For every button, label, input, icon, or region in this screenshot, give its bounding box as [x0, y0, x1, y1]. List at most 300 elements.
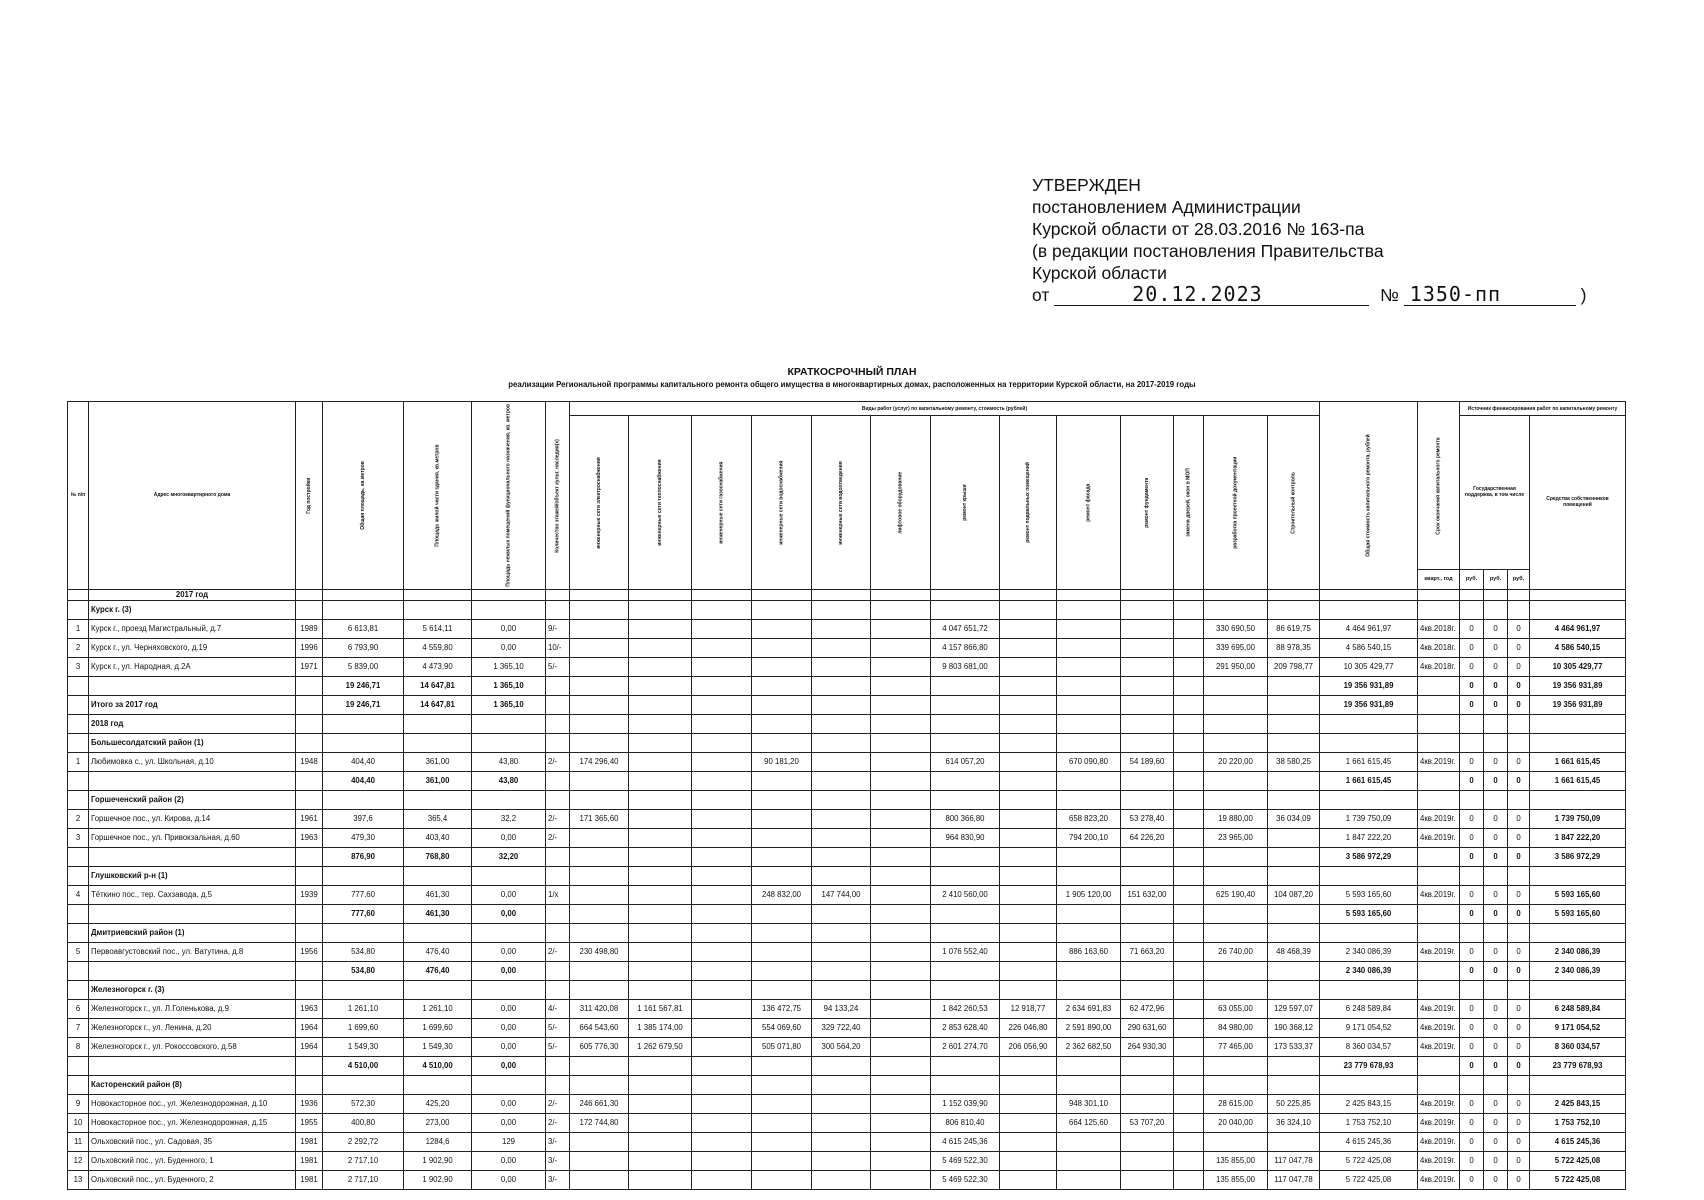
row-work-cost: 248 832,00 — [752, 885, 812, 904]
subtotal-fund: 0 — [1460, 961, 1484, 980]
table-cell — [570, 1075, 629, 1094]
table-cell — [546, 676, 570, 695]
row-fund: 0 — [1460, 752, 1484, 771]
row-work-cost — [629, 638, 692, 657]
subtotal-row — [68, 847, 1626, 866]
table-cell — [871, 733, 931, 752]
row-work-cost — [570, 1170, 629, 1189]
table-cell — [1121, 589, 1174, 600]
date-underline — [1054, 282, 1369, 306]
row-work-cost — [752, 638, 812, 657]
row-work-cost — [570, 657, 629, 676]
table-cell — [931, 733, 1000, 752]
row-living-area: 1284,6 — [404, 1132, 472, 1151]
table-row — [68, 1151, 1626, 1170]
row-deadline: 4кв.2019г. — [1418, 1170, 1460, 1189]
number-underline — [1404, 282, 1576, 306]
subtotal-row — [68, 695, 1626, 714]
table-cell — [1000, 589, 1057, 600]
row-living-area: 1 261,10 — [404, 999, 472, 1018]
table-cell — [1057, 771, 1121, 790]
table-cell — [1057, 1056, 1121, 1075]
table-cell — [1204, 733, 1268, 752]
table-cell — [629, 790, 692, 809]
row-fund: 0 — [1460, 1094, 1484, 1113]
table-cell — [1057, 714, 1121, 733]
row-work-cost — [1000, 885, 1057, 904]
table-cell — [68, 866, 89, 885]
table-cell — [1418, 733, 1460, 752]
table-cell — [296, 980, 323, 999]
row-work-cost — [752, 1132, 812, 1151]
row-living-area: 476,40 — [404, 942, 472, 961]
row-work-cost — [871, 1094, 931, 1113]
row-nonliving-area: 0,00 — [472, 1037, 546, 1056]
row-floors: 3/- — [546, 1151, 570, 1170]
row-work-cost — [871, 999, 931, 1018]
table-cell — [752, 600, 812, 619]
table-cell — [546, 866, 570, 885]
subtotal-regional: 0 — [1484, 847, 1508, 866]
row-fund: 0 — [1460, 1132, 1484, 1151]
row-deadline: 4кв.2018г. — [1418, 657, 1460, 676]
table-cell — [1268, 714, 1320, 733]
row-total-cost: 1 661 615,45 — [1320, 752, 1418, 771]
approval-line-5: Курской области — [1032, 263, 1167, 283]
row-living-area: 1 699,60 — [404, 1018, 472, 1037]
table-cell — [1174, 695, 1204, 714]
row-work-cost — [812, 1094, 871, 1113]
row-floors: 1/x — [546, 885, 570, 904]
row-floors: 4/- — [546, 999, 570, 1018]
table-cell — [323, 790, 404, 809]
subtotal-regional: 0 — [1484, 676, 1508, 695]
subtotal-total-area: 876,90 — [323, 847, 404, 866]
row-year-built: 1963 — [296, 999, 323, 1018]
row-work-cost: 5 469 522,30 — [931, 1170, 1000, 1189]
section-row — [68, 923, 1626, 942]
row-work-cost — [1174, 1170, 1204, 1189]
row-work-cost: 1 262 679,50 — [629, 1037, 692, 1056]
row-work-cost: 38 580,25 — [1268, 752, 1320, 771]
row-work-cost: 104 087,20 — [1268, 885, 1320, 904]
unit-fund: руб. — [1460, 569, 1484, 589]
row-work-cost — [570, 885, 629, 904]
row-work-cost — [1268, 828, 1320, 847]
table-cell — [1418, 790, 1460, 809]
row-work-cost: 206 056,90 — [1000, 1037, 1057, 1056]
table-row — [68, 752, 1626, 771]
table-row — [68, 1132, 1626, 1151]
row-fund: 0 — [1460, 942, 1484, 961]
table-cell — [1204, 866, 1268, 885]
row-fund: 0 — [1460, 657, 1484, 676]
subtotal-row — [68, 904, 1626, 923]
row-number: 4 — [68, 885, 89, 904]
table-cell — [752, 961, 812, 980]
row-total-area: 397,6 — [323, 809, 404, 828]
row-deadline: 4кв.2018г. — [1418, 638, 1460, 657]
row-floors: 5/- — [546, 1018, 570, 1037]
table-cell — [1000, 676, 1057, 695]
row-work-cost: 50 225,85 — [1268, 1094, 1320, 1113]
row-work-cost: 64 226,20 — [1121, 828, 1174, 847]
table-cell — [629, 1056, 692, 1075]
row-year-built: 1936 — [296, 1094, 323, 1113]
table-cell — [472, 600, 546, 619]
subtotal-row — [68, 961, 1626, 980]
row-fund: 0 — [1460, 1170, 1484, 1189]
table-cell — [570, 714, 629, 733]
table-cell — [570, 847, 629, 866]
row-total-area: 404,40 — [323, 752, 404, 771]
row-living-area: 403,40 — [404, 828, 472, 847]
row-deadline: 4кв.2019г. — [1418, 828, 1460, 847]
subtotal-regional: 0 — [1484, 904, 1508, 923]
row-work-cost: 290 631,60 — [1121, 1018, 1174, 1037]
table-cell — [752, 980, 812, 999]
row-address: Горшечное пос., ул. Кирова, д.14 — [89, 809, 296, 828]
table-cell — [1057, 1075, 1121, 1094]
table-cell — [296, 866, 323, 885]
table-cell — [871, 904, 931, 923]
row-work-cost: 230 498,80 — [570, 942, 629, 961]
table-row — [68, 885, 1626, 904]
row-work-cost — [812, 809, 871, 828]
row-address: Новокасторное пос., ул. Железнодорожная, д.15 — [89, 1113, 296, 1132]
table-cell — [871, 847, 931, 866]
row-work-cost — [1174, 1151, 1204, 1170]
table-cell — [1484, 600, 1508, 619]
table-cell — [629, 676, 692, 695]
row-address: Ольховский пос., ул. Буденного, 1 — [89, 1151, 296, 1170]
row-work-cost — [692, 1151, 752, 1170]
table-cell — [1000, 790, 1057, 809]
table-cell — [692, 714, 752, 733]
table-cell — [1204, 847, 1268, 866]
table-cell — [931, 771, 1000, 790]
table-cell — [68, 589, 89, 600]
table-cell — [812, 980, 871, 999]
col-work-heating: инженерные сети теплоснабжения — [629, 416, 692, 590]
subtotal-label — [89, 961, 296, 980]
table-cell — [1174, 1056, 1204, 1075]
row-work-cost — [1174, 809, 1204, 828]
table-cell — [1268, 866, 1320, 885]
row-number: 11 — [68, 1132, 89, 1151]
row-work-cost — [1121, 657, 1174, 676]
table-row — [68, 1113, 1626, 1132]
table-cell — [296, 695, 323, 714]
row-work-cost: 2 591 890,00 — [1057, 1018, 1121, 1037]
subtotal-label — [89, 847, 296, 866]
table-cell — [931, 790, 1000, 809]
row-municipal: 0 — [1508, 638, 1530, 657]
table-cell — [931, 847, 1000, 866]
table-cell — [472, 733, 546, 752]
row-floors: 3/- — [546, 1170, 570, 1189]
row-work-cost — [1057, 619, 1121, 638]
row-living-area: 425,20 — [404, 1094, 472, 1113]
table-cell — [1121, 600, 1174, 619]
subtotal-row — [68, 1056, 1626, 1075]
subtotal-fund: 0 — [1460, 847, 1484, 866]
row-owners: 2 340 086,39 — [1530, 942, 1626, 961]
row-work-cost — [1000, 752, 1057, 771]
row-total-area: 2 717,10 — [323, 1170, 404, 1189]
table-cell — [1057, 600, 1121, 619]
row-owners: 5 722 425,08 — [1530, 1151, 1626, 1170]
table-cell — [68, 676, 89, 695]
table-cell — [1418, 676, 1460, 695]
row-municipal: 0 — [1508, 999, 1530, 1018]
table-cell — [1418, 866, 1460, 885]
row-deadline: 4кв.2019г. — [1418, 942, 1460, 961]
table-row — [68, 619, 1626, 638]
approval-line-1: УТВЕРЖДЕН — [1032, 175, 1141, 195]
table-cell — [1508, 600, 1530, 619]
row-work-cost — [629, 657, 692, 676]
table-cell — [68, 771, 89, 790]
row-municipal: 0 — [1508, 1113, 1530, 1132]
subtotal-nonliving-area: 43,80 — [472, 771, 546, 790]
table-cell — [1320, 733, 1418, 752]
table-cell — [1418, 600, 1460, 619]
table-cell — [1484, 923, 1508, 942]
row-work-cost: 23 965,00 — [1204, 828, 1268, 847]
table-cell — [1174, 771, 1204, 790]
row-work-cost: 147 744,00 — [812, 885, 871, 904]
table-cell — [68, 980, 89, 999]
subtotal-living-area: 14 647,81 — [404, 695, 472, 714]
table-cell — [1000, 980, 1057, 999]
row-work-cost: 329 722,40 — [812, 1018, 871, 1037]
row-work-cost: 505 071,80 — [752, 1037, 812, 1056]
row-work-cost — [692, 638, 752, 657]
row-work-cost — [812, 619, 871, 638]
table-cell — [1530, 600, 1626, 619]
row-address: Тёткино пос., тер. Сахзавода, д.5 — [89, 885, 296, 904]
row-regional: 0 — [1484, 1037, 1508, 1056]
row-work-cost — [1000, 809, 1057, 828]
col-work-electric: инженерные сети электроснабжения — [570, 416, 629, 590]
row-nonliving-area: 0,00 — [472, 638, 546, 657]
table-cell — [812, 866, 871, 885]
table-cell — [1121, 847, 1174, 866]
table-cell — [931, 589, 1000, 600]
row-regional: 0 — [1484, 885, 1508, 904]
row-nonliving-area: 0,00 — [472, 1113, 546, 1132]
row-total-area: 2 292,72 — [323, 1132, 404, 1151]
row-owners: 8 360 034,57 — [1530, 1037, 1626, 1056]
table-cell — [1174, 847, 1204, 866]
row-fund: 0 — [1460, 828, 1484, 847]
col-work-doors-windows: замена дверей, окон в МОП — [1174, 416, 1204, 590]
subtotal-fund: 0 — [1460, 904, 1484, 923]
unit-quarter-year: кварт., год — [1418, 569, 1460, 589]
section-label: Железногорск г. (3) — [89, 980, 296, 999]
row-work-cost — [1174, 1018, 1204, 1037]
table-cell — [570, 904, 629, 923]
row-nonliving-area: 0,00 — [472, 1094, 546, 1113]
table-cell — [1484, 980, 1508, 999]
table-cell — [472, 790, 546, 809]
document-title: КРАТКОСРОЧНЫЙ ПЛАН — [787, 366, 917, 378]
row-floors: 2/- — [546, 809, 570, 828]
from-label: от — [1032, 285, 1050, 305]
row-work-cost — [812, 1151, 871, 1170]
row-year-built: 1956 — [296, 942, 323, 961]
row-total-area: 6 613,81 — [323, 619, 404, 638]
row-floors: 10/- — [546, 638, 570, 657]
table-cell — [570, 695, 629, 714]
table-row — [68, 809, 1626, 828]
table-cell — [931, 600, 1000, 619]
table-cell — [1530, 589, 1626, 600]
row-work-cost: 246 661,30 — [570, 1094, 629, 1113]
row-deadline: 4кв.2019г. — [1418, 752, 1460, 771]
col-work-water: инженерные сети водоснабжения — [752, 416, 812, 590]
table-cell — [1460, 790, 1484, 809]
table-cell — [296, 733, 323, 752]
row-work-cost: 174 296,40 — [570, 752, 629, 771]
row-municipal: 0 — [1508, 828, 1530, 847]
table-cell — [1320, 923, 1418, 942]
row-living-area: 1 549,30 — [404, 1037, 472, 1056]
table-cell — [296, 923, 323, 942]
row-regional: 0 — [1484, 999, 1508, 1018]
row-work-cost — [1174, 752, 1204, 771]
subtotal-municipal: 0 — [1508, 904, 1530, 923]
table-cell — [812, 1056, 871, 1075]
table-cell — [546, 923, 570, 942]
subtotal-municipal: 0 — [1508, 1056, 1530, 1075]
table-cell — [68, 695, 89, 714]
table-cell — [1000, 1056, 1057, 1075]
row-number: 7 — [68, 1018, 89, 1037]
row-year-built: 1981 — [296, 1132, 323, 1151]
table-cell — [1057, 904, 1121, 923]
table-cell — [1418, 589, 1460, 600]
row-deadline: 4кв.2019г. — [1418, 999, 1460, 1018]
table-cell — [323, 714, 404, 733]
subtotal-total-area: 4 510,00 — [323, 1056, 404, 1075]
subtotal-living-area: 361,00 — [404, 771, 472, 790]
col-floors: Количество этажей/объект культ. наследия(x) — [546, 402, 570, 590]
row-work-cost: 77 465,00 — [1204, 1037, 1268, 1056]
row-work-cost: 171 365,60 — [570, 809, 629, 828]
row-number: 9 — [68, 1094, 89, 1113]
table-cell — [1174, 1075, 1204, 1094]
table-cell — [1508, 866, 1530, 885]
row-deadline: 4кв.2019г. — [1418, 1037, 1460, 1056]
table-cell — [1268, 790, 1320, 809]
row-work-cost: 1 905 120,00 — [1057, 885, 1121, 904]
table-cell — [812, 589, 871, 600]
table-cell — [1121, 866, 1174, 885]
row-work-cost — [1000, 657, 1057, 676]
table-cell — [1320, 600, 1418, 619]
table-cell — [812, 1075, 871, 1094]
row-work-cost — [1057, 657, 1121, 676]
table-cell — [871, 866, 931, 885]
row-work-cost — [1000, 828, 1057, 847]
row-work-cost — [629, 885, 692, 904]
row-work-cost: 20 040,00 — [1204, 1113, 1268, 1132]
table-cell — [1460, 600, 1484, 619]
row-address: Ольховский пос., ул. Садовая, 35 — [89, 1132, 296, 1151]
row-municipal: 0 — [1508, 619, 1530, 638]
row-work-cost: 658 823,20 — [1057, 809, 1121, 828]
unit-municipal: руб. — [1508, 569, 1530, 589]
table-cell — [323, 589, 404, 600]
table-cell — [1268, 676, 1320, 695]
table-cell — [1000, 714, 1057, 733]
table-cell — [629, 589, 692, 600]
table-cell — [296, 904, 323, 923]
table-cell — [752, 733, 812, 752]
row-total-cost: 5 722 425,08 — [1320, 1151, 1418, 1170]
table-cell — [629, 847, 692, 866]
table-cell — [812, 790, 871, 809]
row-work-cost: 2 853 628,40 — [931, 1018, 1000, 1037]
table-cell — [296, 771, 323, 790]
row-work-cost — [1000, 638, 1057, 657]
row-work-cost — [1000, 942, 1057, 961]
row-work-cost: 62 472,96 — [1121, 999, 1174, 1018]
row-fund: 0 — [1460, 638, 1484, 657]
table-cell — [1418, 1056, 1460, 1075]
row-work-cost: 964 830,90 — [931, 828, 1000, 847]
row-work-cost: 806 810,40 — [931, 1113, 1000, 1132]
row-year-built: 1961 — [296, 809, 323, 828]
table-cell — [1204, 980, 1268, 999]
row-work-cost: 48 468,39 — [1268, 942, 1320, 961]
col-work-roof: ремонт крыши — [931, 416, 1000, 590]
row-work-cost — [629, 1113, 692, 1132]
row-work-cost — [629, 942, 692, 961]
table-cell — [871, 1056, 931, 1075]
row-municipal: 0 — [1508, 1037, 1530, 1056]
row-work-cost — [629, 1094, 692, 1113]
table-cell — [1530, 790, 1626, 809]
row-work-cost: 264 930,30 — [1121, 1037, 1174, 1056]
row-number: 10 — [68, 1113, 89, 1132]
table-cell — [296, 1075, 323, 1094]
table-body — [68, 589, 1626, 1189]
row-total-cost: 2 425 843,15 — [1320, 1094, 1418, 1113]
row-address: Новокасторное пос., ул. Железнодорожная, д.10 — [89, 1094, 296, 1113]
table-cell — [812, 695, 871, 714]
table-cell — [546, 1075, 570, 1094]
row-municipal: 0 — [1508, 809, 1530, 828]
row-floors: 2/- — [546, 942, 570, 961]
row-year-built: 1964 — [296, 1018, 323, 1037]
row-work-cost: 948 301,10 — [1057, 1094, 1121, 1113]
row-work-cost — [752, 1170, 812, 1189]
table-cell — [1204, 1075, 1268, 1094]
row-nonliving-area: 0,00 — [472, 1018, 546, 1037]
row-work-cost — [1174, 638, 1204, 657]
row-living-area: 273,00 — [404, 1113, 472, 1132]
table-cell — [871, 695, 931, 714]
row-regional: 0 — [1484, 657, 1508, 676]
subtotal-nonliving-area: 0,00 — [472, 961, 546, 980]
row-total-cost: 5 593 165,60 — [1320, 885, 1418, 904]
row-deadline: 4кв.2019г. — [1418, 809, 1460, 828]
table-cell — [1268, 771, 1320, 790]
subtotal-nonliving-area: 32,20 — [472, 847, 546, 866]
